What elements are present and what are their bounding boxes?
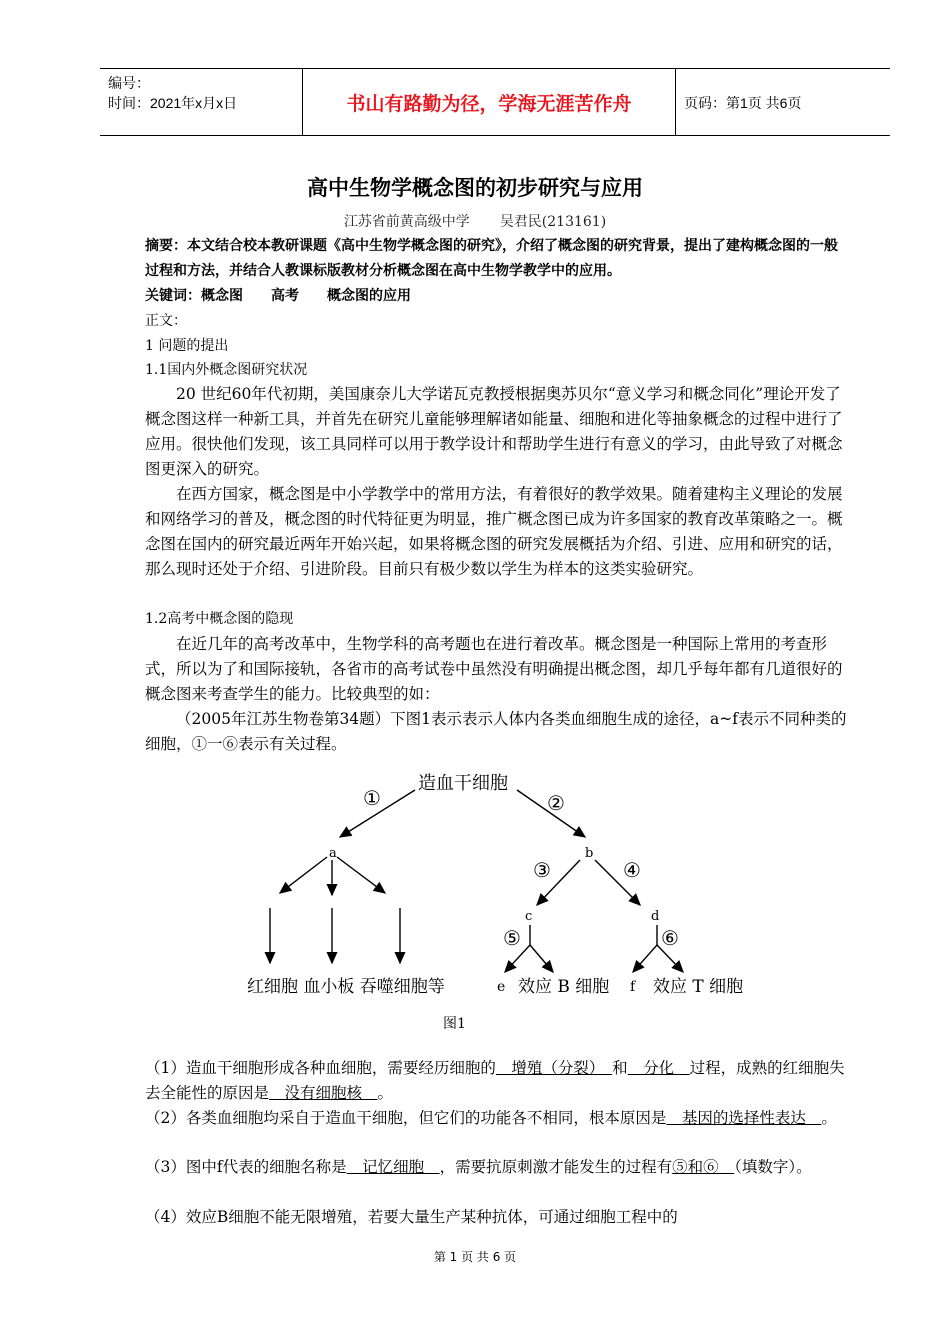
question-text: （3）图中f代表的细胞名称是 — [145, 1158, 347, 1176]
paragraph: 在近几年的高考改革中，生物学科的高考题也在进行着改革。概念图是一种国际上常用的考查形式，所以为了和国际接轨，各省市的高考试卷中虽然没有明确提出概念图，却几乎每年都有几道很好的概念图来考查学生的能力。比较典型的如： — [145, 635, 843, 703]
page-footer: 第 1 页 共 6 页 — [433, 1250, 517, 1264]
author-line — [0, 211, 950, 231]
answer-blank: 增殖（分裂） — [495, 1059, 613, 1077]
node-b: b — [585, 846, 594, 861]
author-school: 江苏省前黄高级中学 — [343, 214, 470, 230]
question-text: 和 — [612, 1059, 628, 1077]
question-text: ，需要抗原刺激才能发生的过程有 — [439, 1158, 673, 1176]
subsection-heading: 1.2高考中概念图的隐现 — [145, 611, 294, 627]
figure-caption: 图1 — [443, 1016, 466, 1032]
node-a: a — [329, 846, 337, 861]
question-text: （1）造血干细胞形成各种血细胞，需要经历细胞的 — [145, 1059, 496, 1077]
leaf-f-label: 效应 T 细胞 — [653, 977, 744, 997]
leaf-left-label: 红细胞 血小板 吞噬细胞等 — [247, 977, 445, 997]
blood-cell-diagram — [235, 765, 755, 1005]
process-label: ④ — [623, 858, 641, 882]
question-text: 。 — [821, 1109, 837, 1127]
answer-blank: ⑤和⑥ — [672, 1158, 735, 1176]
question-text: 过程，成熟的红细胞失去全能性的原因是 — [145, 1059, 845, 1102]
node-root: 造血干细胞 — [418, 773, 508, 794]
node-f: f — [630, 979, 636, 995]
section-heading: 1 问题的提出 — [145, 338, 229, 354]
question-1 — [145, 1056, 850, 1106]
answer-blank: 没有细胞核 — [269, 1084, 378, 1102]
question-text: （2）各类血细胞均采自于造血干细胞，但它们的功能各不相同，根本原因是 — [145, 1109, 667, 1127]
node-e: e — [497, 979, 506, 995]
leaf-e-label: 效应 B 细胞 — [518, 977, 610, 997]
node-d: d — [651, 909, 660, 924]
header-meta — [108, 73, 237, 113]
keywords: 关键词：概念图 高考 概念图的应用 — [145, 288, 411, 304]
node-c: c — [525, 909, 533, 924]
process-label: ③ — [533, 858, 551, 882]
process-label: ② — [547, 791, 565, 815]
question-4: （4）效应B细胞不能无限增殖，若要大量生产某种抗体，可通过细胞工程中的 — [145, 1208, 678, 1226]
question-text: 。 — [377, 1084, 394, 1102]
process-label: ⑥ — [661, 926, 679, 950]
answer-blank: 分化 — [627, 1059, 690, 1077]
process-label: ① — [363, 786, 381, 810]
header-divider — [302, 69, 303, 135]
author-name: 吴君民(213161) — [499, 214, 607, 230]
header-motto: 书山有路勤为径，学海无涯苦作舟 — [346, 93, 632, 115]
answer-blank: 记忆细胞 — [346, 1158, 440, 1176]
question-2 — [145, 1106, 850, 1131]
paragraph: （2005年江苏生物卷第34题）下图1表示表示人体内各类血细胞生成的途径，a~f表示不同种类的细胞，①一⑥表示有关过程。 — [145, 710, 847, 753]
document-title: 高中生物学概念图的初步研究与应用 — [307, 176, 643, 200]
document-header — [100, 68, 890, 136]
body-label: 正文： — [145, 313, 187, 329]
abstract: 摘要：本文结合校本教研课题《高中生物学概念图的研究》，介绍了概念图的研究背景，提出了建构概念图的一般过程和方法，并结合人教课标版教材分析概念图在高中生物学教学中的应用。 — [145, 238, 838, 279]
question-text: （填数字）。 — [734, 1158, 812, 1176]
process-label: ⑤ — [503, 926, 521, 950]
answer-blank: 基因的选择性表达 — [666, 1109, 822, 1127]
question-3 — [145, 1155, 850, 1180]
header-page-label: 页码：第1页 共6页 — [684, 95, 802, 111]
paragraph: 20 世纪60年代初期，美国康奈儿大学诺瓦克教授根据奥苏贝尔“意义学习和概念同化”理论开发了概念图这样一种新工具，并首先在研究儿童能够理解诸如能量、细胞和进化等抽象概念的过程中进行了应用。很快他们发现，该工具同样可以用于教学设计和帮助学生进行有意义的学习，由此导致了对概念图更深入的研究。 — [145, 385, 843, 478]
time-label: 时间：2021年x月x日 — [108, 95, 238, 111]
serial-label: 编号： — [108, 75, 150, 91]
header-divider — [675, 69, 676, 135]
subsection-heading: 1.1国内外概念图研究状况 — [145, 362, 308, 378]
paragraph: 在西方国家，概念图是中小学教学中的常用方法，有着很好的教学效果。随着建构主义理论的发展和网络学习的普及，概念图的时代特征更为明显，推广概念图已成为许多国家的教育改革策略之一。概念图在国内的研究最近两年开始兴起，如果将概念图的研究发展概括为介绍、引进、应用和研究的话，那么现时还处于介绍、引进阶段。目前只有极少数以学生为样本的这类实验研究。 — [145, 485, 843, 578]
